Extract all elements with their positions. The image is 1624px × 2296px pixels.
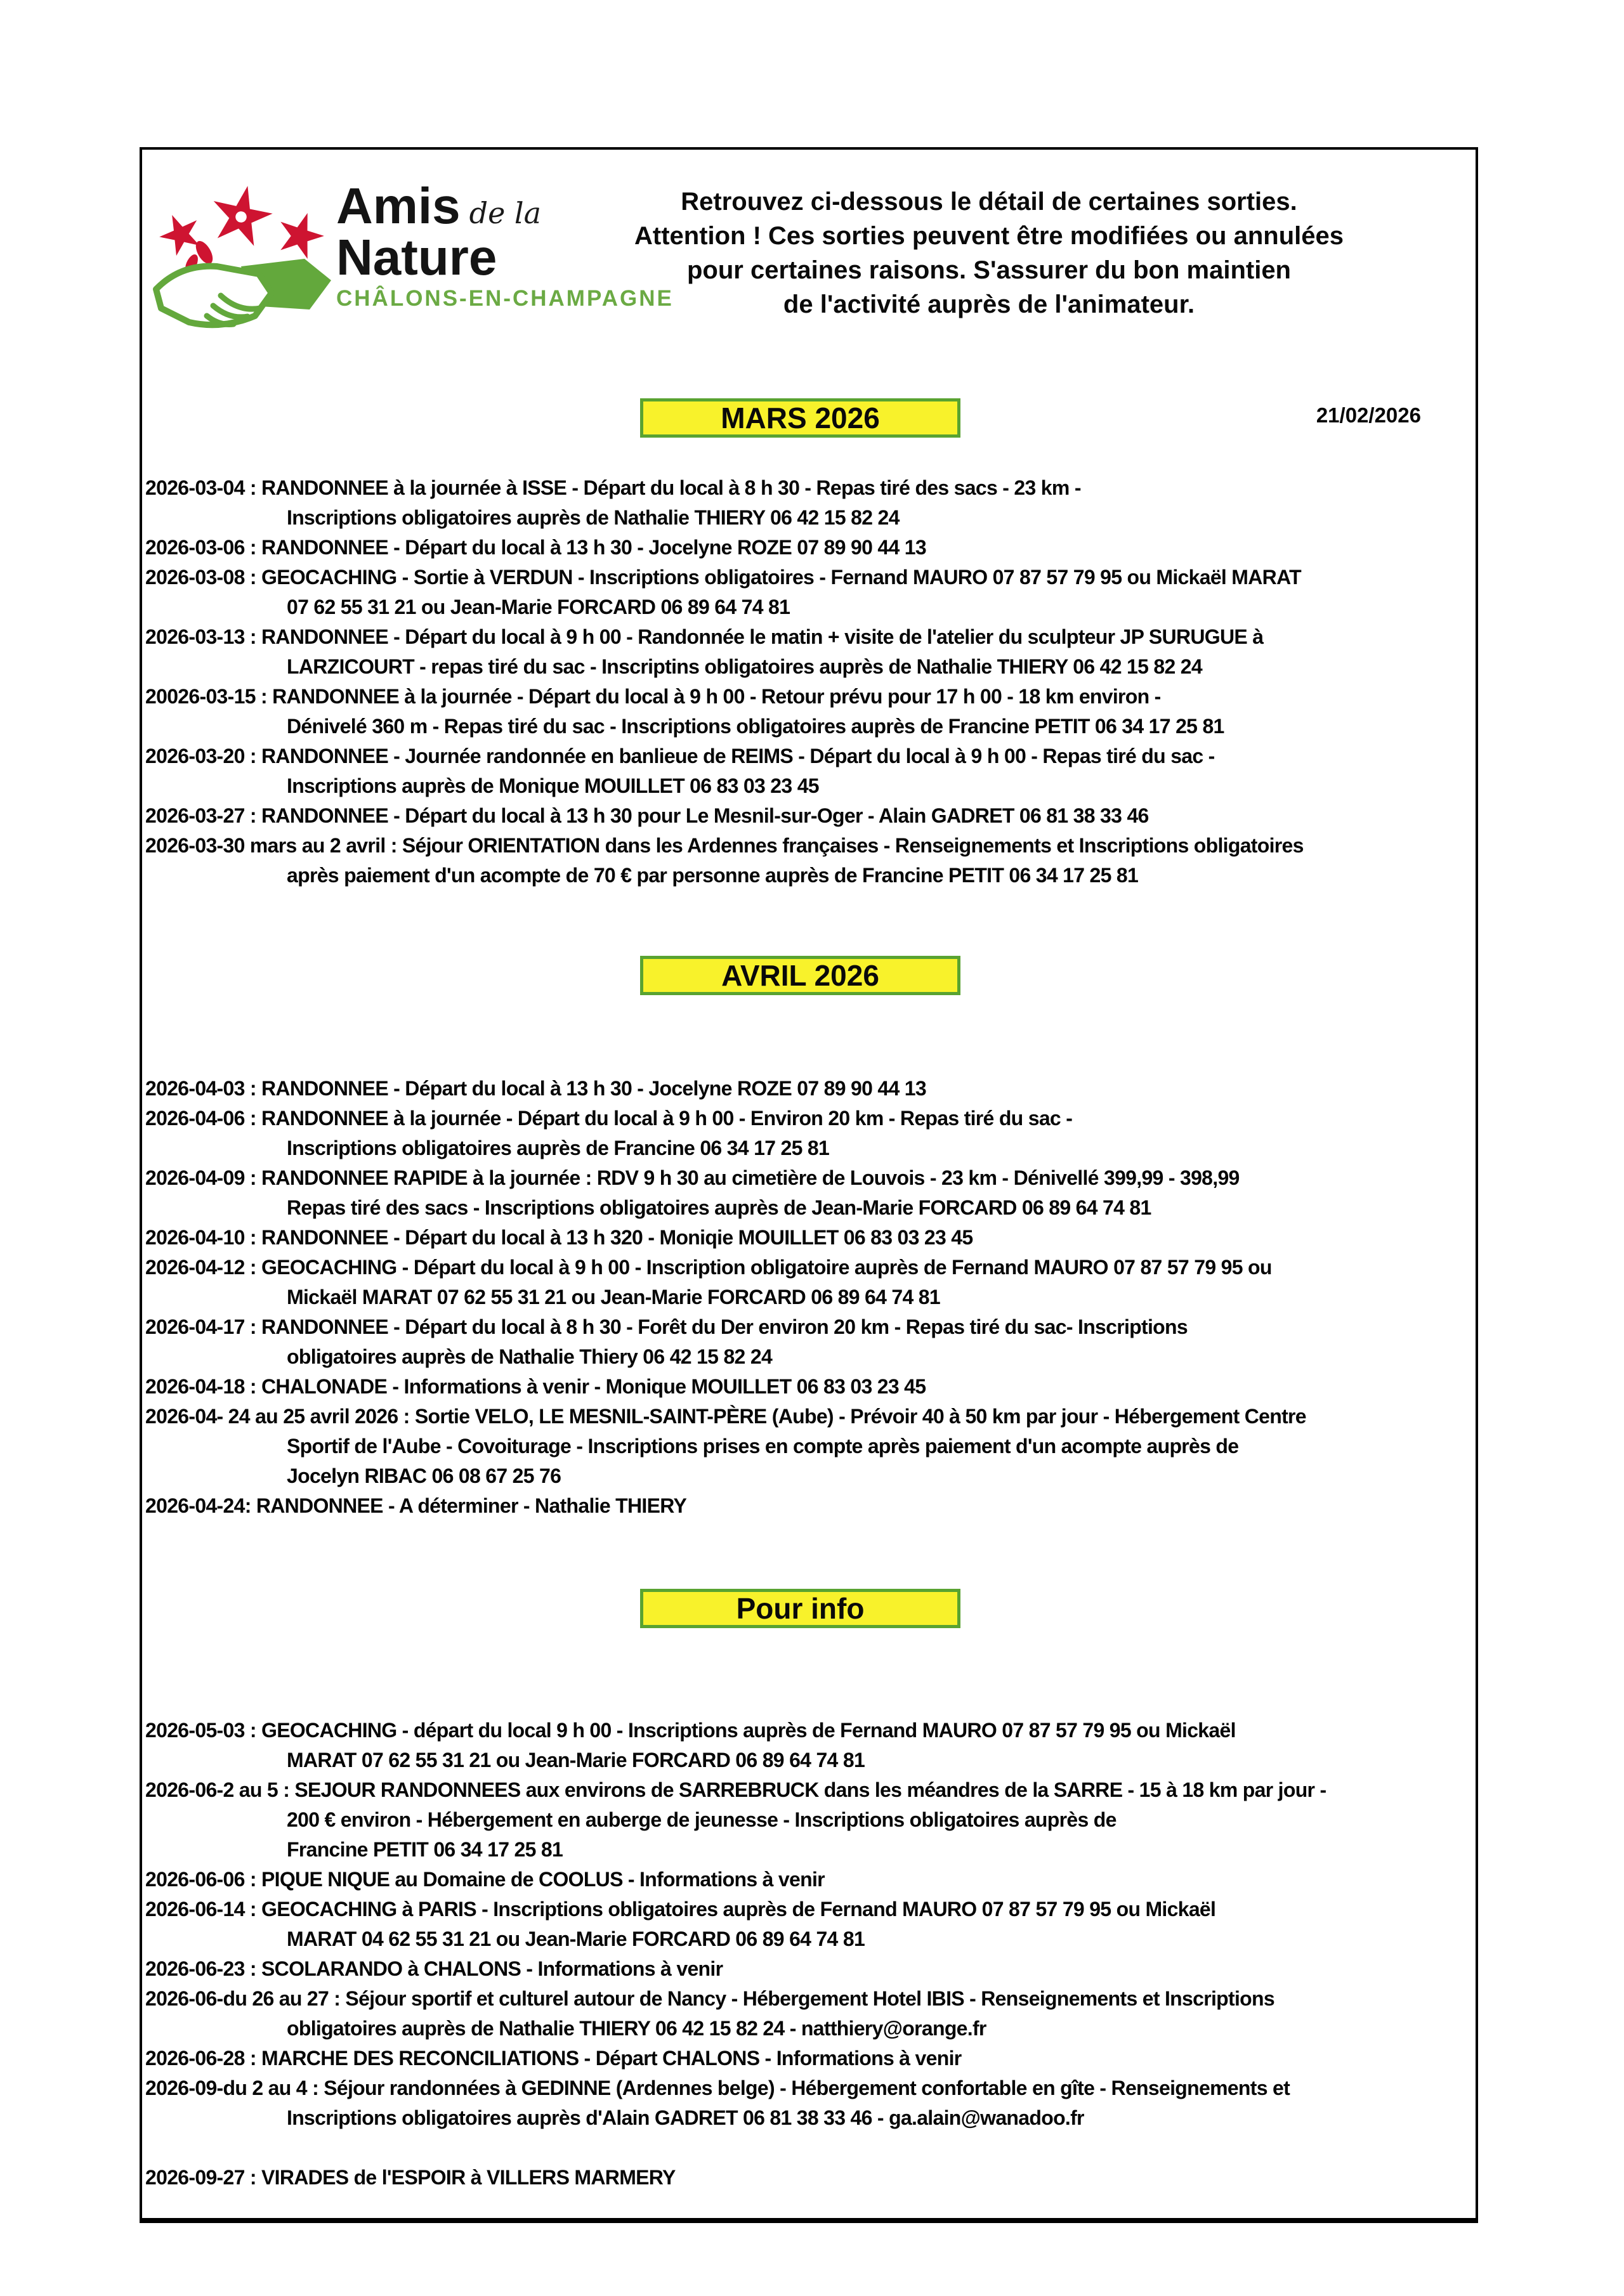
schedule-line: 2026-06-2 au 5 : SEJOUR RANDONNEES aux environs de SARREBRUCK dans les méandres de la SARRE - 15 à 18 km par jour - bbox=[145, 1778, 1326, 1801]
schedule-line: 2026-03-30 mars au 2 avril : Séjour ORIENTATION dans les Ardennes françaises - Renseignements et Inscriptions obligatoires bbox=[145, 834, 1304, 857]
section-banner-pour-info: Pour info bbox=[640, 1589, 960, 1628]
schedule-line: 2026-06-06 : PIQUE NIQUE au Domaine de COOLUS - Informations à venir bbox=[145, 1868, 825, 1891]
schedule-line: après paiement d'un acompte de 70 € par personne auprès de Francine PETIT 06 34 17 25 81 bbox=[287, 864, 1139, 887]
section-banner-avril-2026: AVRIL 2026 bbox=[640, 956, 960, 995]
schedule-line: 07 62 55 31 21 ou Jean-Marie FORCARD 06 89 64 74 81 bbox=[287, 596, 790, 618]
notice-line: de l'activité auprès de l'animateur. bbox=[783, 290, 1195, 318]
schedule-line: 2026-04-12 : GEOCACHING - Départ du local à 9 h 00 - Inscription obligatoire auprès de Fernand MAURO 07 87 57 79 95 ou bbox=[145, 1256, 1272, 1279]
schedule-line: Francine PETIT 06 34 17 25 81 bbox=[287, 1838, 563, 1861]
section-mars-2026 bbox=[142, 398, 1476, 890]
schedule-line: 2026-04-03 : RANDONNEE - Départ du local à 13 h 30 - Jocelyne ROZE 07 89 90 44 13 bbox=[145, 1077, 926, 1100]
schedule-line: Sportif de l'Aube - Covoiturage - Inscriptions prises en compte après paiement d'un acompte auprès de bbox=[287, 1435, 1239, 1458]
header-notice bbox=[431, 185, 1478, 322]
section-lines-avril-2026 bbox=[142, 1074, 1476, 1521]
schedule-line: 2026-04-06 : RANDONNEE à la journée - Départ du local à 9 h 00 - Environ 20 km - Repas tiré du sac - bbox=[145, 1107, 1073, 1130]
schedule-line: 2026-04-17 : RANDONNEE - Départ du local à 8 h 30 - Forêt du Der environ 20 km - Repas tiré du sac- Inscriptions bbox=[145, 1315, 1188, 1338]
schedule-line: 2026-04-10 : RANDONNEE - Départ du local à 13 h 320 - Moniqie MOUILLET 06 83 03 23 45 bbox=[145, 1226, 973, 1249]
schedule-line: 2026-03-08 : GEOCACHING - Sortie à VERDUN - Inscriptions obligatoires - Fernand MAURO 07 87 57 79 95 ou Mickaël MARAT bbox=[145, 566, 1301, 589]
schedule-line: MARAT 04 62 55 31 21 ou Jean-Marie FORCARD 06 89 64 74 81 bbox=[287, 1927, 865, 1950]
schedule-line: 2026-09-27 : VIRADES de l'ESPOIR à VILLERS MARMERY bbox=[145, 2166, 676, 2189]
schedule-line: 2026-03-06 : RANDONNEE - Départ du local à 13 h 30 - Jocelyne ROZE 07 89 90 44 13 bbox=[145, 536, 926, 559]
schedule-line: Mickaël MARAT 07 62 55 31 21 ou Jean-Marie FORCARD 06 89 64 74 81 bbox=[287, 1286, 940, 1308]
notice-line: pour certaines raisons. S'assurer du bon maintien bbox=[687, 256, 1291, 284]
document-date: 21/02/2026 bbox=[1316, 403, 1421, 427]
schedule-line: Repas tiré des sacs - Inscriptions obligatoires auprès de Jean-Marie FORCARD 06 89 64 74 81 bbox=[287, 1196, 1151, 1219]
schedule-line: 2026-03-20 : RANDONNEE - Journée randonnée en banlieue de REIMS - Départ du local à 9 h 00 - Repas tiré du sac - bbox=[145, 745, 1215, 767]
schedule-line: 2026-06-du 26 au 27 : Séjour sportif et culturel autour de Nancy - Hébergement Hotel IBIS - Renseignements et Inscriptions bbox=[145, 1987, 1274, 2010]
logo-title-line1: Amis de la bbox=[336, 178, 542, 234]
schedule-line: 2026-04-24: RANDONNEE - A déterminer - Nathalie THIERY bbox=[145, 1494, 687, 1517]
logo-city-label: CHÂLONS-EN-CHAMPAGNE bbox=[336, 286, 674, 311]
blank-line bbox=[142, 2133, 1476, 2163]
section-pour-info bbox=[142, 1589, 1476, 2193]
schedule-line: Inscriptions obligatoires auprès de Francine 06 34 17 25 81 bbox=[287, 1137, 830, 1159]
schedule-line: LARZICOURT - repas tiré du sac - Inscriptins obligatoires auprès de Nathalie THIERY 06 42 15 82 24 bbox=[287, 655, 1202, 678]
schedule-line: Dénivelé 360 m - Repas tiré du sac - Inscriptions obligatoires auprès de Francine PETIT 06 34 17 25 81 bbox=[287, 715, 1224, 738]
section-lines-mars-2026 bbox=[142, 473, 1476, 890]
section-lines-pour-info bbox=[142, 1716, 1476, 2193]
schedule-line: 2026-06-14 : GEOCACHING à PARIS - Inscriptions obligatoires auprès de Fernand MAURO 07 87 57 79 95 ou Mickaël bbox=[145, 1898, 1216, 1921]
logo-script-text: de la bbox=[469, 196, 542, 230]
schedule-line: 2026-06-28 : MARCHE DES RECONCILIATIONS - Départ CHALONS - Informations à venir bbox=[145, 2047, 962, 2070]
notice-line: Attention ! Ces sorties peuvent être modifiées ou annulées bbox=[634, 222, 1344, 250]
schedule-line: 2026-04- 24 au 25 avril 2026 : Sortie VELO, LE MESNIL-SAINT-PÈRE (Aube) - Prévoir 40 à 50 km par jour - Hébergement Centre bbox=[145, 1405, 1306, 1428]
schedule-line: 2026-03-27 : RANDONNEE - Départ du local à 13 h 30 pour Le Mesnil-sur-Oger - Alain GADRET 06 81 38 33 46 bbox=[145, 804, 1149, 827]
schedule-line: 2026-03-04 : RANDONNEE à la journée à ISSE - Départ du local à 8 h 30 - Repas tiré des sacs - 23 km - bbox=[145, 476, 1081, 499]
schedule-line: 20026-03-15 : RANDONNEE à la journée - Départ du local à 9 h 00 - Retour prévu pour 17 h 00 - 18 km environ - bbox=[145, 685, 1161, 708]
schedule-line: 2026-05-03 : GEOCACHING - départ du local 9 h 00 - Inscriptions auprès de Fernand MAURO 07 87 57 79 95 ou Mickaël bbox=[145, 1719, 1236, 1742]
logo-title-line2: Nature bbox=[336, 229, 497, 285]
schedule-line: obligatoires auprès de Nathalie Thiery 06 42 15 82 24 bbox=[287, 1345, 773, 1368]
schedule-line: 200 € environ - Hébergement en auberge de jeunesse - Inscriptions obligatoires auprès de bbox=[287, 1808, 1116, 1831]
schedule-line: 2026-04-18 : CHALONADE - Informations à venir - Monique MOUILLET 06 83 03 23 45 bbox=[145, 1375, 926, 1398]
section-banner-mars-2026: MARS 2026 bbox=[640, 398, 960, 438]
schedule-line: Inscriptions auprès de Monique MOUILLET 06 83 03 23 45 bbox=[287, 774, 819, 797]
schedule-line: Inscriptions obligatoires auprès d'Alain GADRET 06 81 38 33 46 - ga.alain@wanadoo.fr bbox=[287, 2106, 1084, 2129]
schedule-line: 2026-03-13 : RANDONNEE - Départ du local à 9 h 00 - Randonnée le matin + visite de l'atelier du sculpteur JP SURUGUE à bbox=[145, 625, 1264, 648]
schedule-line: 2026-04-09 : RANDONNEE RAPIDE à la journée : RDV 9 h 30 au cimetière de Louvois - 23 km - Dénivellé 399,99 - 398,99 bbox=[145, 1166, 1240, 1189]
schedule-line: 2026-06-23 : SCOLARANDO à CHALONS - Informations à venir bbox=[145, 1957, 723, 1980]
schedule-line: obligatoires auprès de Nathalie THIERY 06 42 15 82 24 - natthiery@orange.fr bbox=[287, 2017, 986, 2040]
schedule-line: Inscriptions obligatoires auprès de Nathalie THIERY 06 42 15 82 24 bbox=[287, 506, 900, 529]
schedule-line: MARAT 07 62 55 31 21 ou Jean-Marie FORCARD 06 89 64 74 81 bbox=[287, 1749, 865, 1771]
schedule-line: 2026-09-du 2 au 4 : Séjour randonnées à GEDINNE (Ardennes belge) - Hébergement confortable en gîte - Renseignements et bbox=[145, 2077, 1290, 2099]
page-frame bbox=[140, 147, 1478, 2223]
schedule-line: Jocelyn RIBAC 06 08 67 25 76 bbox=[287, 1464, 561, 1487]
section-avril-2026 bbox=[142, 956, 1476, 1521]
notice-line: Retrouvez ci-dessous le détail de certaines sorties. bbox=[681, 188, 1297, 216]
flowers-handshake-icon bbox=[146, 171, 336, 336]
